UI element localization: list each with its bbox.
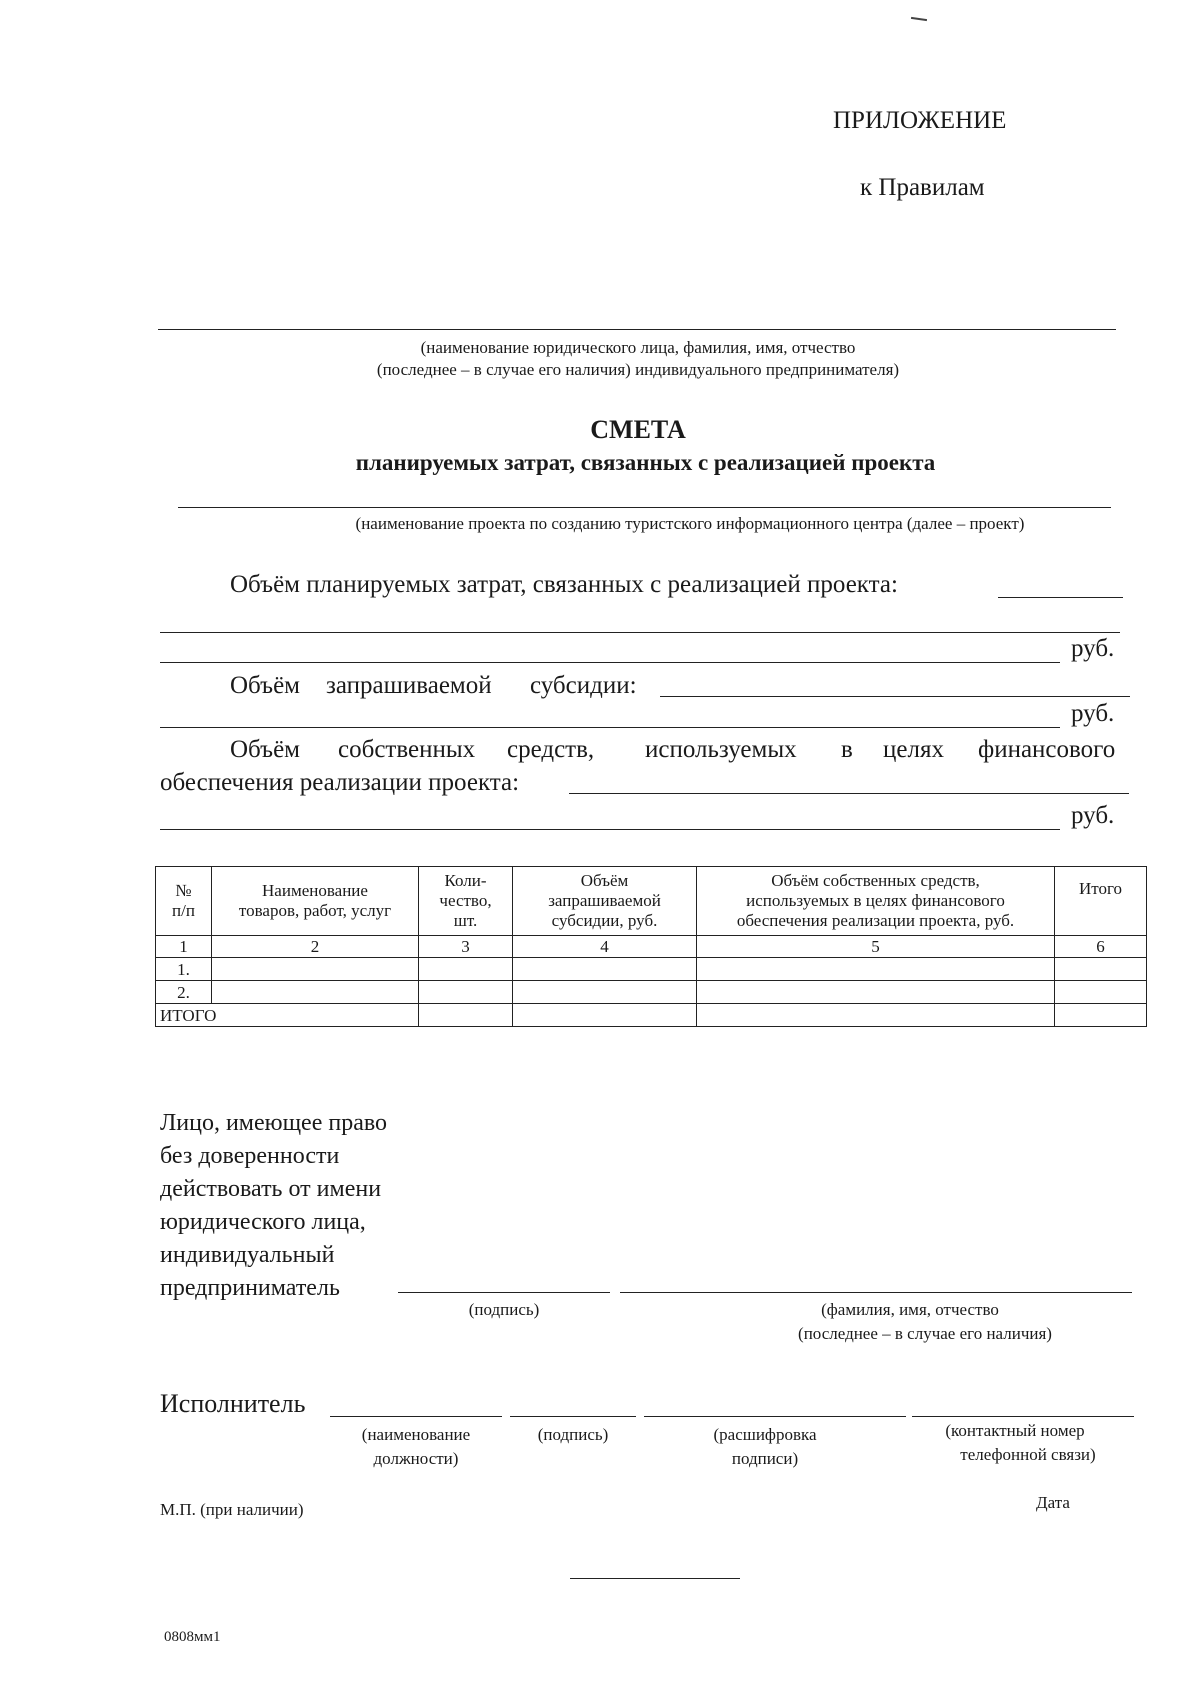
header-total: Итого: [1055, 867, 1147, 936]
document-title: СМЕТА: [590, 415, 686, 444]
table-cell: [513, 1004, 697, 1027]
authorized-name-line: [620, 1292, 1132, 1293]
table-cell: [419, 958, 513, 981]
stamp-label: М.П. (при наличии): [160, 1500, 304, 1519]
table-cell: 2.: [156, 981, 212, 1004]
own-funds-rub: руб.: [1071, 802, 1115, 829]
column-number: 6: [1055, 936, 1147, 958]
executor-decode-caption-1: (расшифровка: [713, 1425, 817, 1444]
authorized-name-caption-2: (последнее – в случае его наличия): [798, 1324, 1052, 1343]
header-subsidy: Объём запрашиваемой субсидии, руб.: [513, 867, 697, 936]
planned-costs-line-a: [998, 597, 1123, 598]
own-funds-line-a: [569, 793, 1129, 794]
scan-mark: [911, 17, 927, 21]
total-label: ИТОГО: [156, 1004, 419, 1027]
table-cell: [513, 958, 697, 981]
table-row: [156, 958, 1147, 981]
table-cell: [1055, 981, 1147, 1004]
table-cell: [419, 1004, 513, 1027]
appendix-subtitle: к Правилам: [860, 174, 985, 201]
planned-costs-label: Объём планируемых затрат, связанных с реализацией проекта:: [230, 571, 898, 598]
estimate-table: [155, 866, 1147, 1027]
own-funds-word-2: собственных: [338, 736, 476, 763]
document-code: 0808мм1: [164, 1629, 221, 1645]
authorized-line: действовать от имени: [160, 1176, 382, 1202]
authorized-line: индивидуальный: [160, 1242, 335, 1268]
executor-position-caption-1: (наименование: [361, 1425, 471, 1444]
executor-phone-caption-2: телефонной связи): [960, 1445, 1096, 1464]
date-label: Дата: [1036, 1493, 1070, 1512]
own-funds-word-5: в: [841, 736, 853, 763]
table-cell: [697, 958, 1055, 981]
table-cell: [697, 981, 1055, 1004]
own-funds-word-4: используемых: [645, 736, 797, 763]
end-separator: [570, 1578, 740, 1579]
planned-costs-rub: руб.: [1071, 635, 1115, 662]
planned-costs-line-c: [160, 662, 1060, 663]
table-cell: [212, 981, 419, 1004]
authorized-person-block: [160, 1107, 387, 1305]
executor-decode-caption-2: подписи): [731, 1449, 799, 1468]
header-name: Наименование товаров, работ, услуг: [212, 867, 419, 936]
table-cell: [697, 1004, 1055, 1027]
subsidy-word-2: запрашиваемой: [326, 672, 492, 699]
entity-caption-line1: (наименование юридического лица, фамилия, имя, отчество: [420, 338, 856, 357]
planned-costs-line-b: [160, 632, 1120, 633]
executor-phone-line: [912, 1416, 1134, 1417]
authorized-name-caption-1: (фамилия, имя, отчество: [821, 1300, 999, 1319]
own-funds-word-3: средств,: [507, 736, 595, 763]
entity-caption-line2: (последнее – в случае его наличия) индивидуального предпринимателя): [376, 360, 900, 379]
table-row: [156, 981, 1147, 1004]
authorized-line: предприниматель: [160, 1275, 340, 1301]
own-funds-line2-label: обеспечения реализации проекта:: [160, 769, 520, 796]
entity-name-line: [158, 329, 1116, 330]
table-total-row: [156, 1004, 1147, 1027]
table-cell: [1055, 1004, 1147, 1027]
project-name-line: [178, 507, 1111, 508]
own-funds-word-7: финансового: [978, 736, 1116, 763]
authorized-line: Лицо, имеющее право: [160, 1110, 388, 1136]
executor-position-line: [330, 1416, 502, 1417]
header-own-funds: Объём собственных средств, используемых в целях финансового обеспечения реализации проекта, руб.: [697, 867, 1055, 936]
subsidy-word-1: Объём: [230, 672, 300, 699]
column-number: 3: [419, 936, 513, 958]
column-number-row: [156, 936, 1147, 958]
subsidy-rub: руб.: [1071, 700, 1115, 727]
executor-signature-caption: (подпись): [537, 1425, 609, 1444]
executor-position-caption-2: должности): [373, 1449, 459, 1468]
executor-phone-caption-1: (контактный номер: [945, 1421, 1085, 1440]
own-funds-line-b: [160, 829, 1060, 830]
header-number: № п/п: [156, 867, 212, 936]
subsidy-word-3: субсидии:: [530, 672, 637, 699]
own-funds-word-6: целях: [883, 736, 944, 763]
executor-label: Исполнитель: [160, 1389, 306, 1418]
project-caption: (наименование проекта по созданию туристского информационного центра (далее – проект): [355, 514, 1025, 533]
executor-signature-line: [510, 1416, 636, 1417]
executor-decode-line: [644, 1416, 906, 1417]
table-header-row: [156, 867, 1147, 936]
authorized-line: без доверенности: [160, 1143, 340, 1169]
table-cell: 1.: [156, 958, 212, 981]
header-quantity: Коли- чество, шт.: [419, 867, 513, 936]
own-funds-word-1: Объём: [230, 736, 300, 763]
table-cell: [419, 981, 513, 1004]
document-subtitle: планируемых затрат, связанных с реализацией проекта: [355, 450, 936, 475]
authorized-signature-line: [398, 1292, 610, 1293]
appendix-title: ПРИЛОЖЕНИЕ: [833, 107, 1007, 134]
authorized-line: юридического лица,: [160, 1209, 366, 1235]
authorized-signature-caption: (подпись): [468, 1300, 540, 1319]
column-number: 1: [156, 936, 212, 958]
column-number: 4: [513, 936, 697, 958]
table-cell: [212, 958, 419, 981]
column-number: 5: [697, 936, 1055, 958]
column-number: 2: [212, 936, 419, 958]
table-cell: [1055, 958, 1147, 981]
table-cell: [513, 981, 697, 1004]
subsidy-line-b: [160, 727, 1060, 728]
subsidy-line-a: [660, 696, 1130, 697]
